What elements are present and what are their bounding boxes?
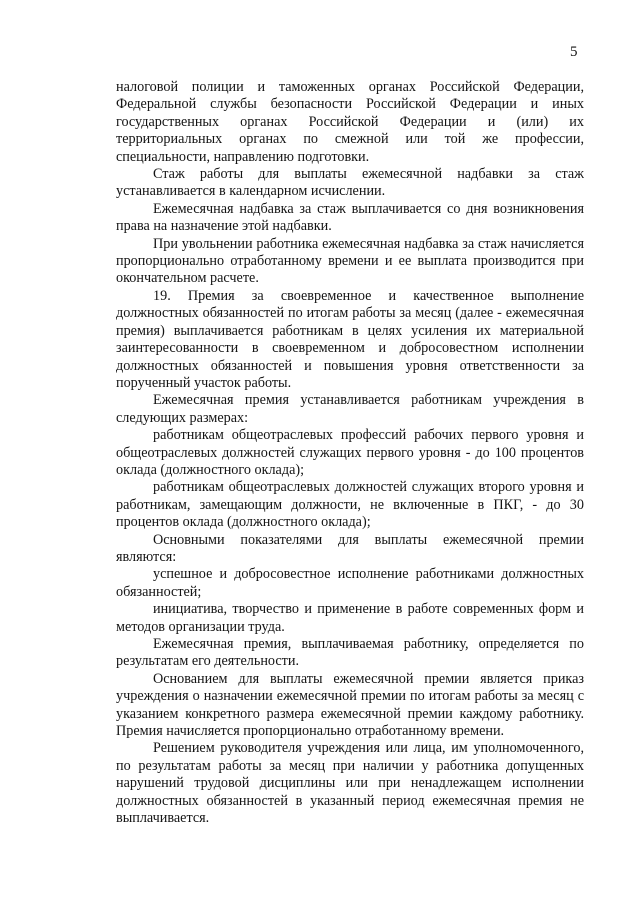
- document-body: [116, 79, 584, 827]
- paragraph-premium-amounts: Ежемесячная премия устанавливается работникам учреждения в следующих размерах:: [116, 392, 584, 426]
- paragraph-stazh-calculation: Стаж работы для выплаты ежемесячной надбавки за стаж устанавливается в календарном исчислении.: [116, 166, 584, 200]
- paragraph-workers-second-level: работникам общеотраслевых должностей служащих второго уровня и работникам, замещающим должности, не включенные в ПКГ, - до 30 процентов оклада (должностного оклада);: [116, 479, 584, 531]
- paragraph-premium-determination: Ежемесячная премия, выплачиваемая работнику, определяется по результатам его деятельности.: [116, 636, 584, 670]
- paragraph-workers-first-level: работникам общеотраслевых профессий рабочих первого уровня и общеотраслевых должностей служащих первого уровня - до 100 процентов оклада (должностного оклада);: [116, 427, 584, 478]
- paragraph-dismissal: При увольнении работника ежемесячная надбавка за стаж начисляется пропорционально отработанному времени и ее выплата производится при окончательном расчете.: [116, 235, 584, 287]
- paragraph-indicator-performance: успешное и добросовестное исполнение работниками должностных обязанностей;: [116, 566, 584, 600]
- paragraph-premium-withholding: Решением руководителя учреждения или лица, им уполномоченного, по результатам работы за месяц при наличии у работника допущенных нарушений трудовой дисциплины или при ненадлежащем исполнении должностных обязанностей в указанный период ежемесячная премия не выплачивается.: [116, 740, 584, 827]
- paragraph-indicator-initiative: инициатива, творчество и применение в работе современных форм и методов организации труда.: [116, 601, 584, 635]
- paragraph-premium-basis: Основанием для выплаты ежемесячной премии является приказ учреждения о назначении ежемесячной премии по итогам работы за месяц с указанием конкретного размера ежемесячной премии каждому работнику. Премия начисляется пропорционально отработанному времени.: [116, 670, 584, 740]
- paragraph-stazh-payment: Ежемесячная надбавка за стаж выплачивается со дня возникновения права на назначение этой надбавки.: [116, 200, 584, 235]
- page-number: 5: [570, 44, 578, 60]
- paragraph-main-indicators: Основными показателями для выплаты ежемесячной премии являются:: [116, 531, 584, 565]
- paragraph-item-19: 19. Премия за своевременное и качественное выполнение должностных обязанностей по итогам работы за месяц (далее - ежемесячная премия) выплачивается работникам в целях усиления их материальной заинтересованности в своевременном и добросовестном исполнении должностных обязанностей и повышения уровня ответственности за порученный участок работы.: [116, 287, 584, 391]
- paragraph-continuation: налоговой полиции и таможенных органах Российской Федерации, Федеральной службы безопасности Российской Федерации и иных государственных органах Российской Федерации и (или) их территориальных органах по смежной или той же профессии, специальности, направлению подготовки.: [116, 79, 584, 165]
